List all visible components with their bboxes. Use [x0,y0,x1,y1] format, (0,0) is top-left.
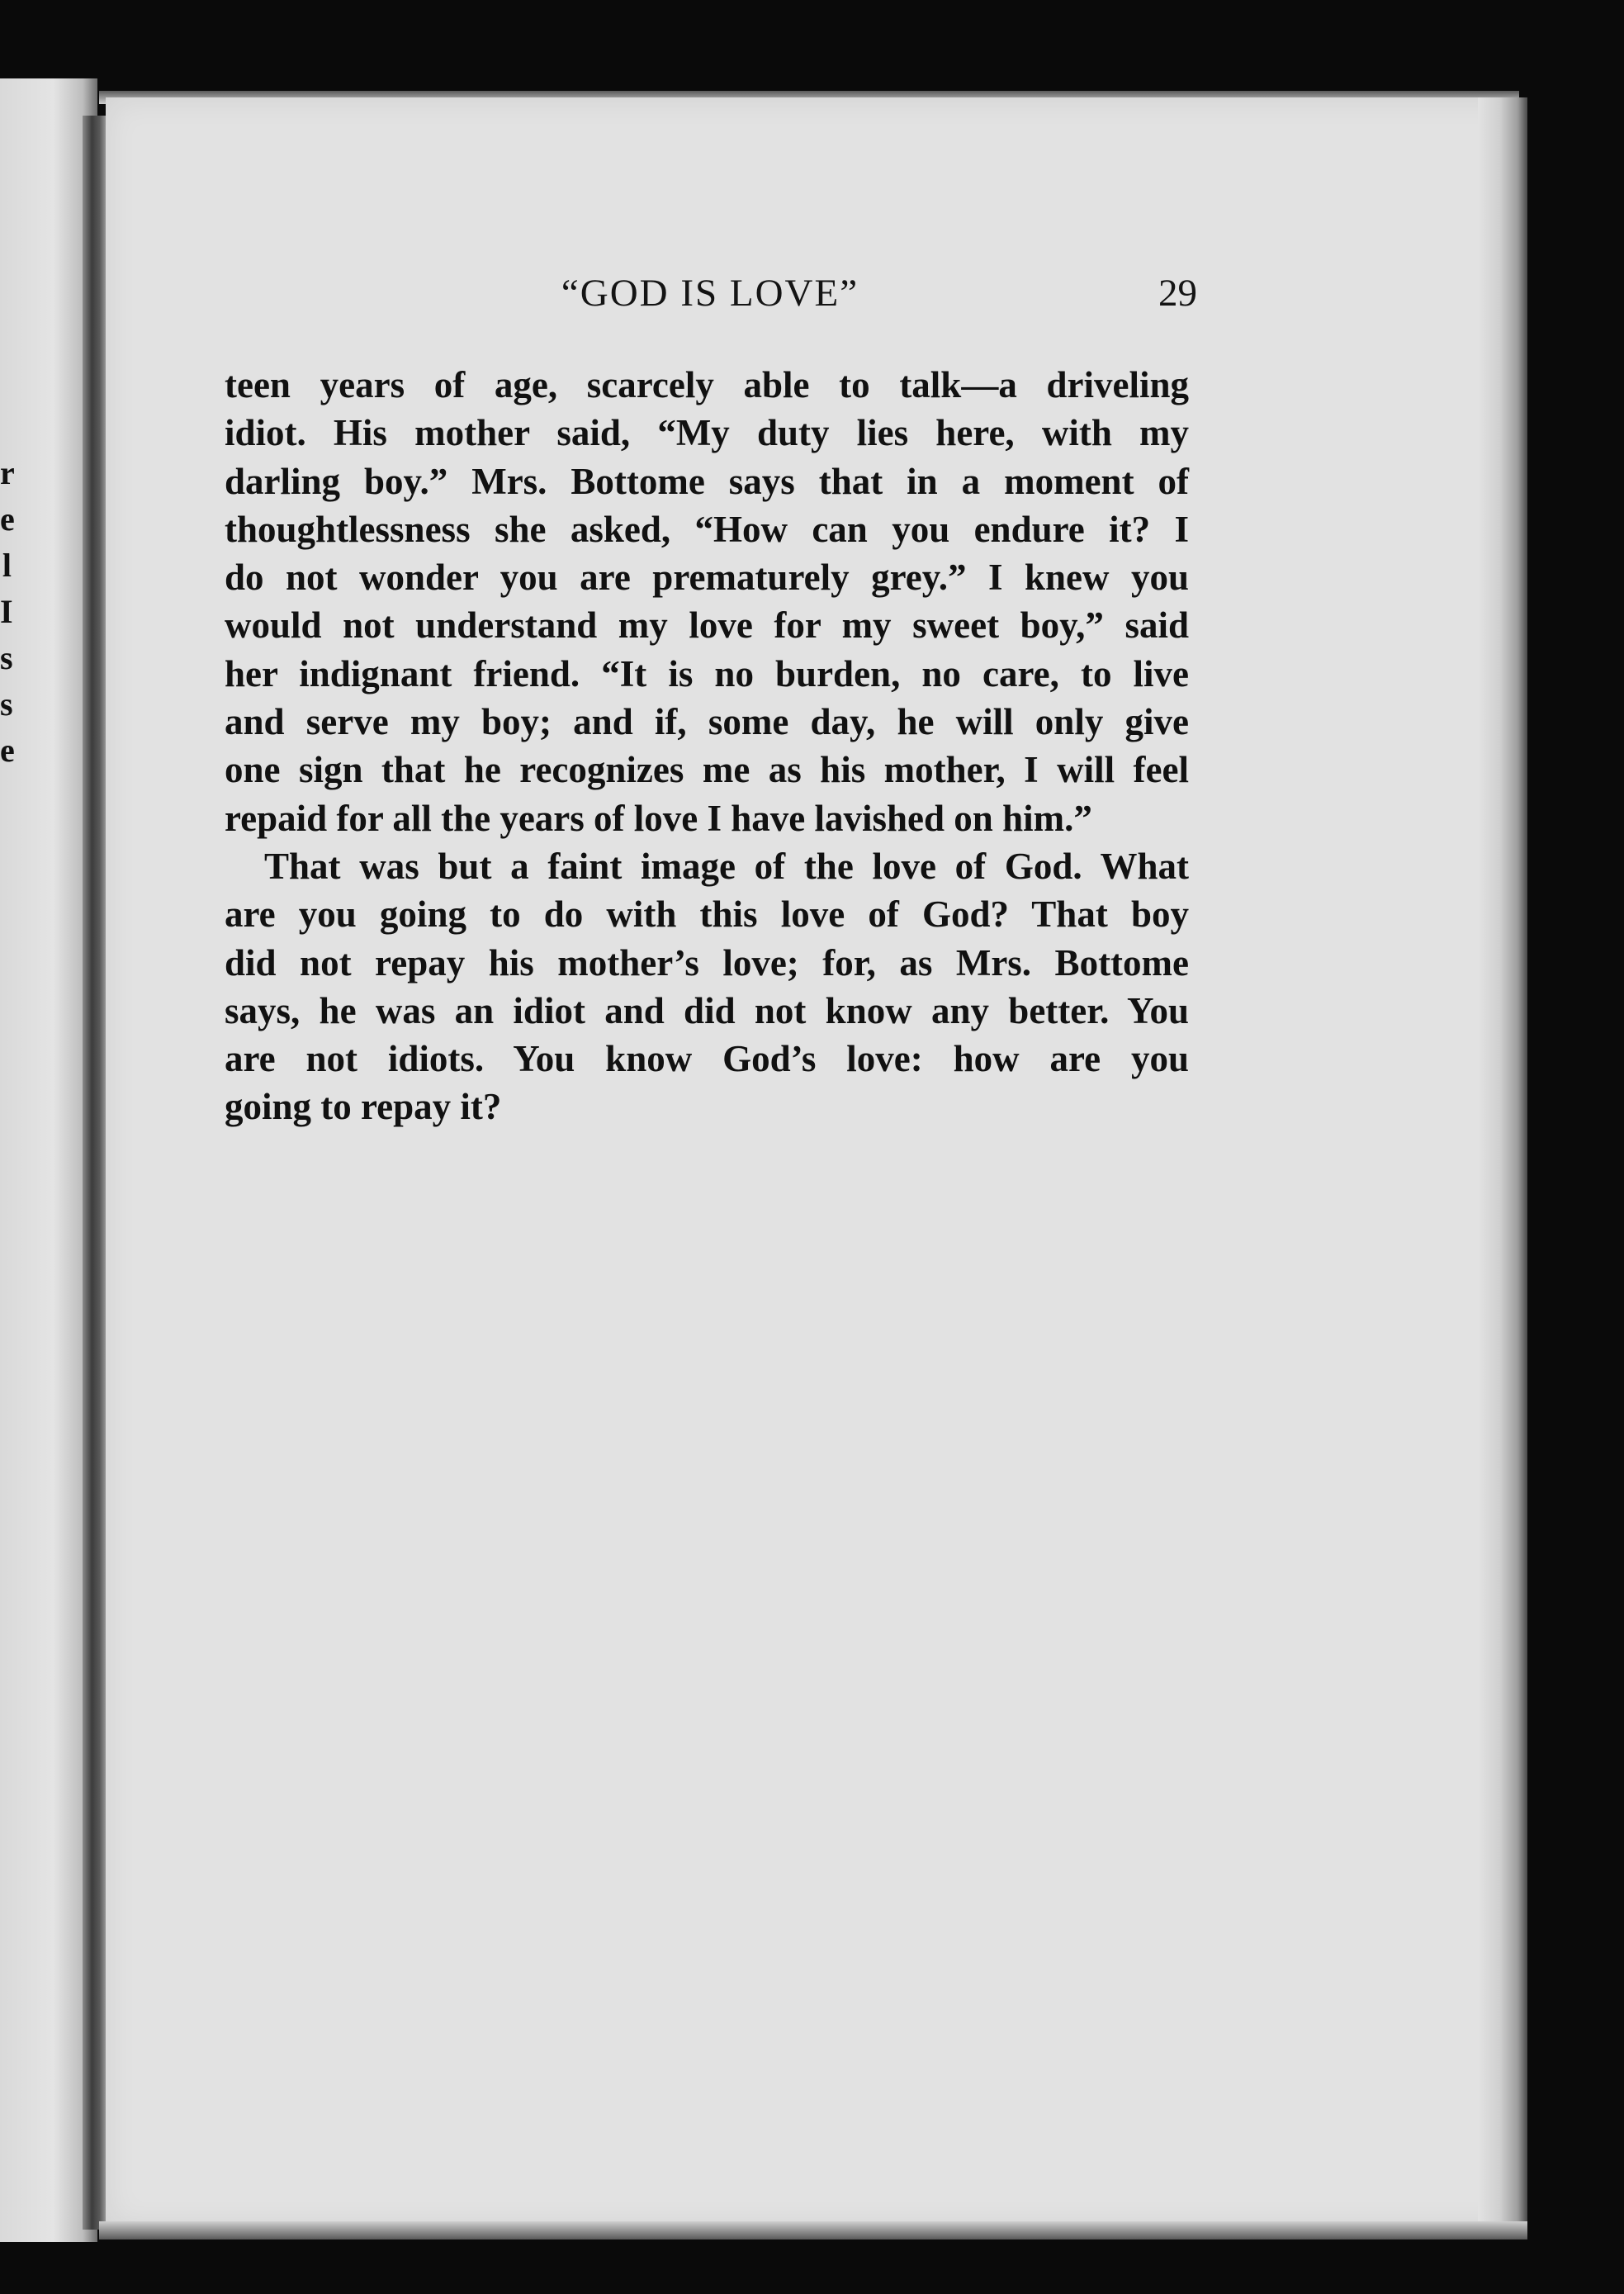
text-line: would not understand my love for my sweet boy,” said [225,604,1189,647]
text-line: her indignant friend. “It is no burden, no care, to live [225,652,1189,694]
text-line: darling boy.” Mrs. Bottome says that in a moment of [225,460,1189,502]
text-line: are not idiots. You know God’s love: how are you [225,1038,1189,1080]
left-page-edge-text [0,450,15,774]
page-number: 29 [1158,272,1197,315]
text-line: did not repay his mother’s love; for, as Mrs. Bottome [225,941,1189,983]
body-text [225,361,1189,1131]
paragraph-1 [225,361,1189,842]
running-title: “GOD IS LOVE” [561,272,859,315]
text-line: are you going to do with this love of God? That boy [225,893,1189,936]
running-head [223,264,1197,322]
text-line: do not wonder you are prematurely grey.” I knew you [225,557,1189,599]
left-page-edge-line: r e l I s s e [0,454,15,769]
page-fore-edge [1478,97,1527,2228]
text-line: thoughtlessness she asked, “How can you endure it? I [225,508,1189,550]
text-line: That was but a faint image of the love of God. What [264,845,1189,887]
text-line: repaid for all the years of love I have lavished on him.” [225,797,1092,839]
text-line: and serve my boy; and if, some day, he will only give [225,701,1189,743]
text-line: says, he was an idiot and did not know any better. You [225,989,1189,1031]
text-line: teen years of age, scarcely able to talk—a driveling [225,364,1189,405]
text-line: idiot. His mother said, “My duty lies here, with my [225,412,1189,454]
text-line: going to repay it? [225,1086,502,1128]
paragraph-2 [225,842,1189,1131]
text-line: one sign that he recognizes me as his mother, I will feel [225,749,1189,791]
page-bottom-edge [99,2221,1527,2239]
